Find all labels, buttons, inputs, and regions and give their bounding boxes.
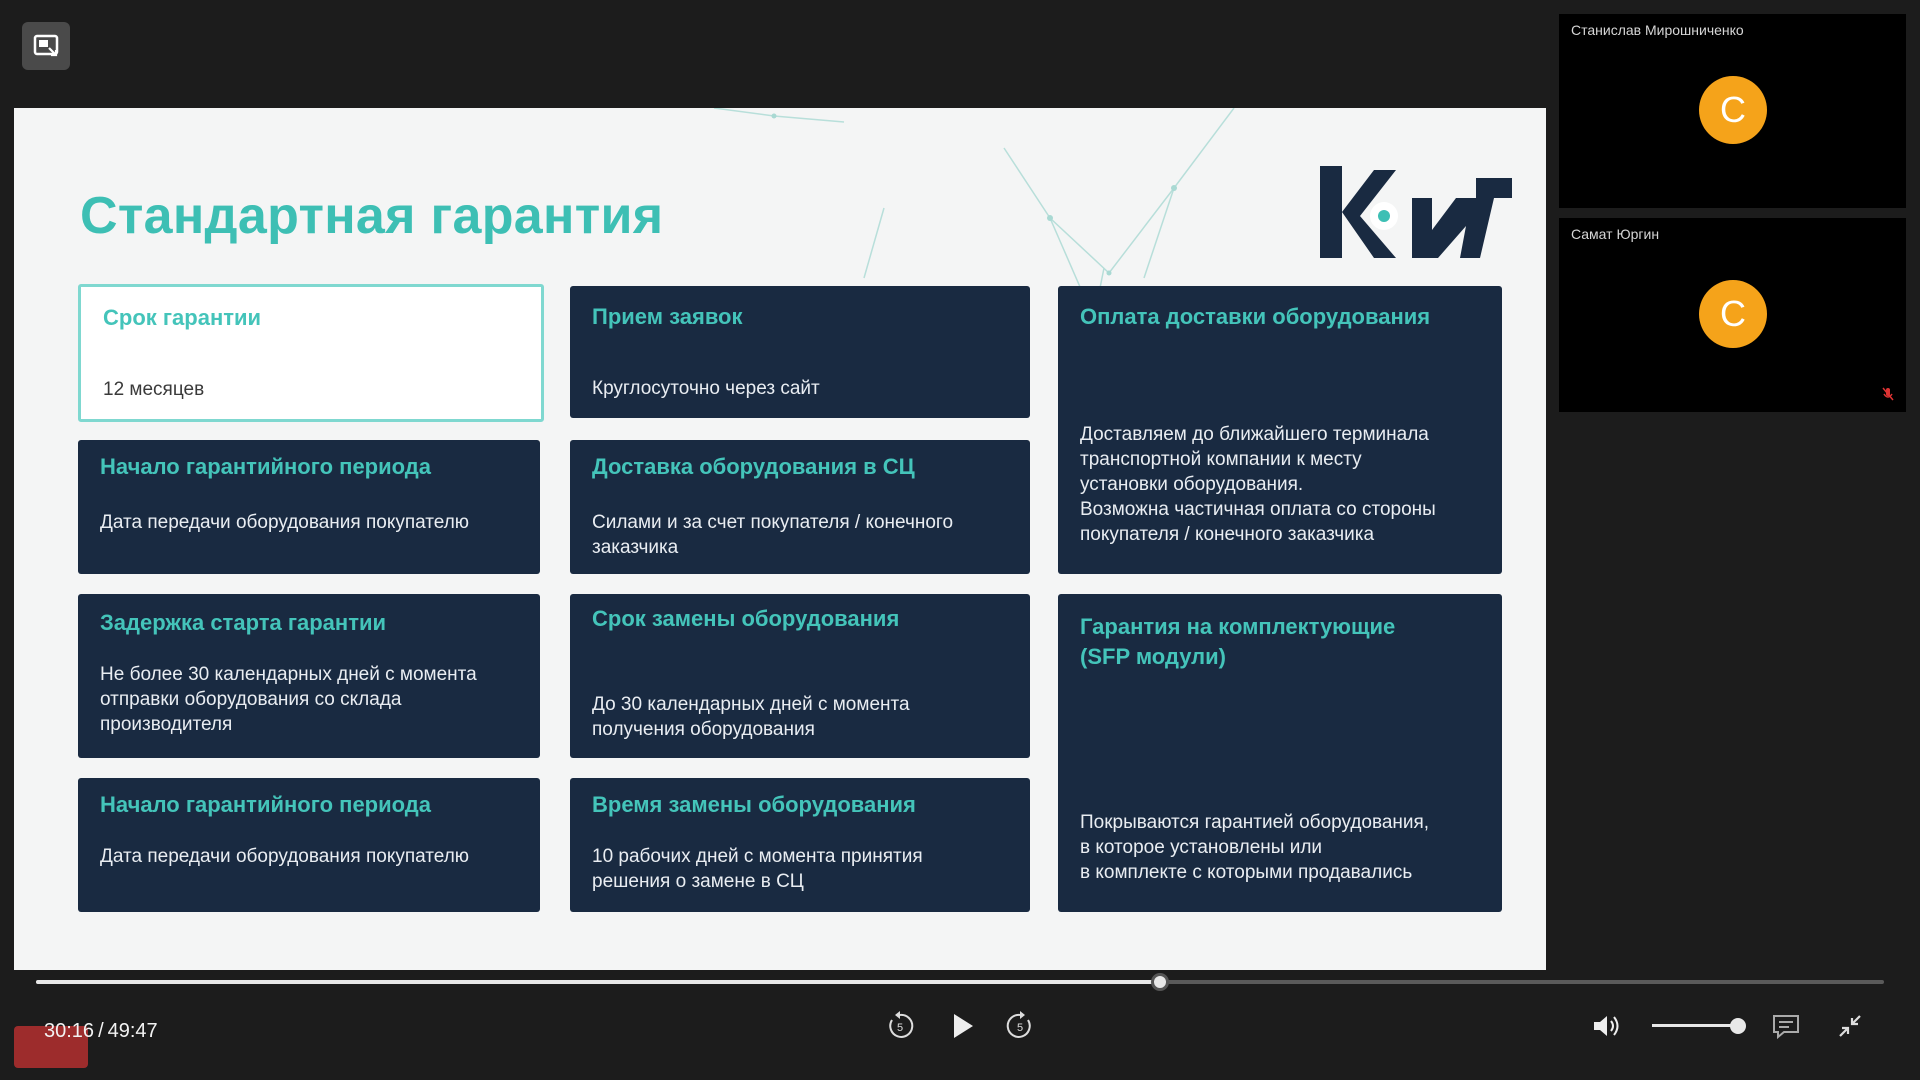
slide-title: Стандартная гарантия	[80, 187, 664, 245]
subtitles-button[interactable]	[1770, 1010, 1802, 1042]
presentation-slide	[14, 108, 1546, 970]
card-delivery-payment: Оплата доставки оборудования Доставляем до ближайшего терминала транспортной компании к месту установки оборудования. Возможна частичная оплата со стороны покупателя / конечного заказчика	[1058, 286, 1502, 574]
card-replacement-term: Срок замены оборудования До 30 календарных дней с момента получения оборудования	[570, 594, 1030, 758]
play-icon	[946, 1010, 978, 1042]
picture-in-picture-button[interactable]	[22, 22, 70, 70]
time-display: 30:16 / 49:47	[44, 1020, 158, 1042]
exit-fullscreen-icon	[1834, 1010, 1866, 1042]
card-warranty-start-2: Начало гарантийного периода Дата передачи оборудования покупателю	[78, 778, 540, 912]
card-replacement-time: Время замены оборудования 10 рабочих дней с момента принятия решения о замене в СЦ	[570, 778, 1030, 912]
microphone-muted-icon	[1880, 386, 1896, 402]
participant-name: Самат Юргин	[1571, 226, 1660, 242]
forward-5-icon	[1004, 1010, 1036, 1042]
participant-tile[interactable]	[1559, 218, 1906, 412]
duration: 49:47	[107, 1020, 158, 1042]
volume-handle[interactable]	[1730, 1018, 1746, 1034]
play-button[interactable]	[946, 1010, 978, 1042]
card-components-warranty: Гарантия на комплектующие (SFP модули) Покрываются гарантией оборудования, в которое установлены или в комплекте с которыми продавались	[1058, 594, 1502, 912]
avatar: С	[1699, 280, 1767, 348]
card-warranty-term: Срок гарантии 12 месяцев	[78, 284, 544, 422]
participant-name: Станислав Мирошниченко	[1571, 22, 1744, 38]
volume-button[interactable]	[1590, 1010, 1622, 1042]
rewind-button[interactable]	[884, 1010, 916, 1042]
progress-bar[interactable]	[36, 980, 1884, 984]
card-warranty-delay: Задержка старта гарантии Не более 30 календарных дней с момента отправки оборудования со склада производителя	[78, 594, 540, 758]
card-delivery-to-sc: Доставка оборудования в СЦ Силами и за счет покупателя / конечного заказчика	[570, 440, 1030, 574]
progress-handle[interactable]	[1151, 973, 1169, 991]
picture-in-picture-icon	[32, 32, 60, 60]
avatar: С	[1699, 76, 1767, 144]
rewind-5-icon	[884, 1010, 916, 1042]
exit-fullscreen-button[interactable]	[1834, 1010, 1866, 1042]
card-requests: Прием заявок Круглосуточно через сайт	[570, 286, 1030, 418]
company-logo	[1316, 158, 1516, 268]
svg-text:5: 5	[896, 1022, 904, 1034]
volume-icon	[1590, 1010, 1622, 1042]
progress-fill	[36, 980, 1160, 984]
forward-button[interactable]	[1004, 1010, 1036, 1042]
participant-tile[interactable]	[1559, 14, 1906, 208]
current-time: 30:16	[44, 1020, 95, 1042]
svg-text:5: 5	[1016, 1022, 1024, 1034]
subtitles-icon	[1770, 1010, 1802, 1042]
volume-slider[interactable]	[1652, 1024, 1738, 1027]
card-warranty-start: Начало гарантийного периода Дата передачи оборудования покупателю	[78, 440, 540, 574]
